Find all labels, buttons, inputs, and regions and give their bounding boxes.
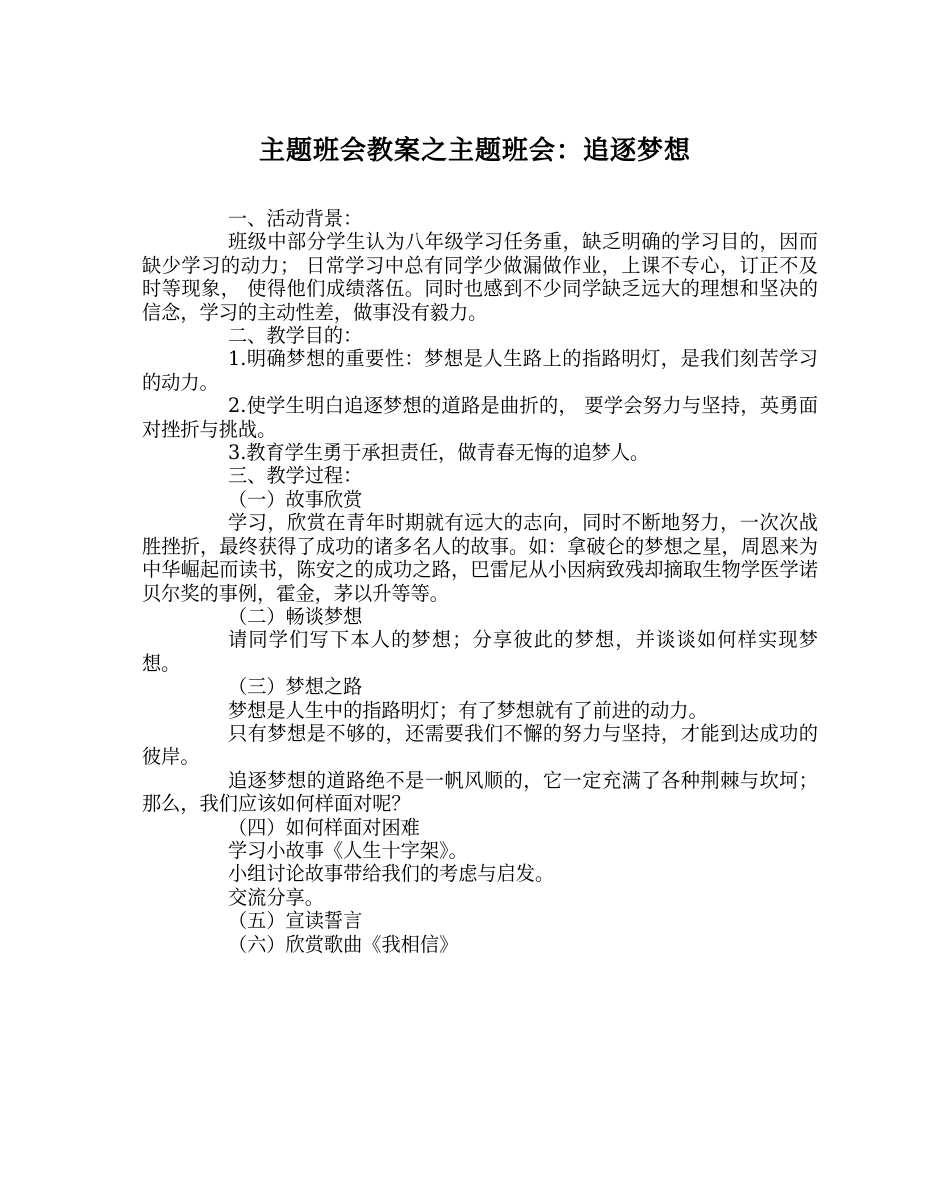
- goal-item-1: 1.明确梦想的重要性：梦想是人生路上的指路明灯，是我们刻苦学习的动力。: [142, 347, 818, 394]
- subsection-heading-stories: （一）故事欣赏: [228, 487, 363, 511]
- subsection-heading-song: （六）欣赏歌曲《我相信》: [228, 932, 459, 956]
- background-paragraph: 班级中部分学生认为八年级学习任务重，缺乏明确的学习目的，因而缺少学习的动力； 日常学习中总有同学少做漏做作业，上课不专心，订正不及时等现象， 使得他们成绩落伍。同时也感到不少同学缺乏远大的理想和坚决的信念，学习的主动性差，做事没有毅力。: [142, 230, 818, 324]
- road-paragraph-3: 追逐梦想的道路绝不是一帆风顺的，它一定充满了各种荆棘与坎坷；那么，我们应该如何样面对呢？: [142, 768, 818, 816]
- section-heading-background: 一、活动背景：: [228, 207, 363, 230]
- goal-item-2: 2.使学生明白追逐梦想的道路是曲折的， 要学会努力与坚持，英勇面对挫折与挑战。: [142, 394, 818, 441]
- section-heading-process: 三、教学过程：: [228, 464, 363, 488]
- goal-item-3: 3.教育学生勇于承担责任，做青春无悔的追梦人。: [228, 441, 650, 465]
- stories-paragraph: 学习，欣赏在青年时期就有远大的志向，同时不断地努力，一次次战胜挫折，最终获得了成功的诸多名人的故事。如：拿破仑的梦想之星，周恩来为中华崛起而读书，陈安之的成功之路，巴雷尼从小因病致残却摘取生物学医学诺贝尔奖的事例，霍金，茅以升等等。: [142, 511, 818, 605]
- difficulty-item-2: 小组讨论故事带给我们的考虑与启发。: [228, 862, 555, 886]
- document-title: 主题班会教案之主题班会：追逐梦想: [258, 136, 691, 166]
- difficulty-item-1: 学习小故事《人生十字架》。: [228, 838, 468, 862]
- subsection-heading-difficulty: （四）如何样面对困难: [228, 815, 420, 839]
- talk-paragraph: 请同学们写下本人的梦想；分享彼此的梦想，并谈谈如何样实现梦想。: [142, 628, 818, 675]
- section-heading-goals: 二、教学目的：: [228, 324, 363, 348]
- subsection-heading-road: （三）梦想之路: [228, 675, 363, 699]
- road-paragraph-1: 梦想是人生中的指路明灯；有了梦想就有了前进的动力。: [228, 698, 708, 722]
- document-body: [142, 207, 818, 956]
- road-paragraph-2: 只有梦想是不够的，还需要我们不懈的努力与坚持，才能到达成功的彼岸。: [142, 721, 818, 769]
- subsection-heading-talk: （二）畅谈梦想: [228, 604, 363, 628]
- difficulty-item-3: 交流分享。: [228, 885, 324, 909]
- subsection-heading-oath: （五）宣读誓言: [228, 909, 363, 933]
